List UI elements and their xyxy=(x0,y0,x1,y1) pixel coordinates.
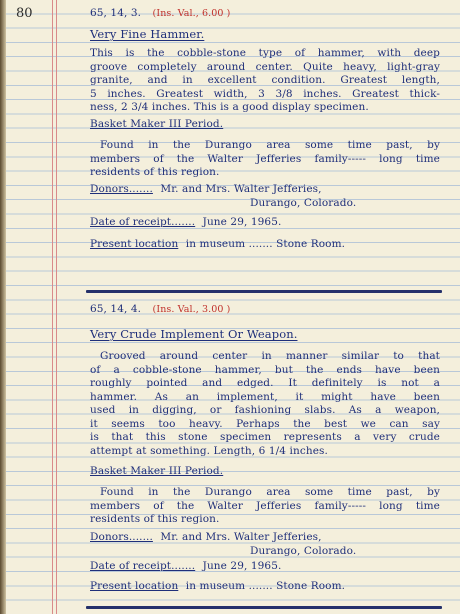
donors-value: Mr. and Mrs. Walter Jefferies, xyxy=(160,531,322,543)
period: Basket Maker III Period. xyxy=(90,465,224,477)
description-line: This is the cobble-stone type of hammer, with deep xyxy=(90,47,440,59)
page-binding-edge xyxy=(0,0,6,614)
receipt-label: Date of receipt....... xyxy=(90,216,196,228)
catalog-number-text: 65, 14, 3. xyxy=(90,7,142,19)
location-label: Present location xyxy=(90,580,179,592)
found-line: residents of this region. xyxy=(90,166,220,178)
location-value: in museum ....... Stone Room. xyxy=(185,580,346,592)
page-number: 80 xyxy=(16,6,33,21)
donors-label: Donors....... xyxy=(90,183,153,195)
receipt-value: June 29, 1965. xyxy=(202,216,282,228)
receipt-label: Date of receipt....... xyxy=(90,560,196,572)
description-line: of a cobble-stone hammer, but the ends have been xyxy=(90,364,440,376)
description-line: Grooved around center in manner similar to that xyxy=(100,350,440,362)
catalog-number xyxy=(90,7,230,19)
insurance-valuation: (Ins. Val., 3.00 ) xyxy=(152,304,231,315)
receipt-row xyxy=(90,216,281,228)
description-line: ness, 2 3/4 inches. This is a good display specimen. xyxy=(90,101,369,113)
entry-separator xyxy=(86,290,442,293)
description-line: hammer. As an implement, it might have been xyxy=(90,391,440,403)
receipt-row xyxy=(90,560,281,572)
description-line: used in digging, or fashioning slabs. As a weapon, xyxy=(90,404,440,416)
donors-label: Donors....... xyxy=(90,531,153,543)
donors-value: Mr. and Mrs. Walter Jefferies, xyxy=(160,183,322,195)
found-line: Found in the Durango area some time past, by xyxy=(100,486,440,498)
description-line: attempt at something. Length, 6 1/4 inches. xyxy=(90,445,328,457)
donors-address: Durango, Colorado. xyxy=(250,545,357,557)
location-label: Present location xyxy=(90,238,179,250)
found-line: members of the Walter Jefferies family----- long time xyxy=(90,153,440,165)
margin-rule xyxy=(52,0,53,614)
found-line: residents of this region. xyxy=(90,513,220,525)
description-line: 5 inches. Greatest width, 3 3/8 inches. Greatest thick- xyxy=(90,88,440,100)
location-value: in museum ....... Stone Room. xyxy=(185,238,346,250)
description-line: roughly pointed and edged. It definitely is not a xyxy=(90,377,440,389)
location-row xyxy=(90,580,345,592)
donors-address: Durango, Colorado. xyxy=(250,197,357,209)
description-line: groove completely around center. Quite heavy, light-gray xyxy=(90,61,440,73)
margin-rule xyxy=(56,0,57,614)
description-line: granite, and in excellent condition. Greatest length, xyxy=(90,74,440,86)
donors-row xyxy=(90,183,322,195)
donors-row xyxy=(90,531,322,543)
catalog-number-text: 65, 14, 4. xyxy=(90,303,142,315)
catalog-number xyxy=(90,303,230,315)
description-line: it seems too heavy. Perhaps the best we can say xyxy=(90,418,440,430)
entry-title: Very Crude Implement Or Weapon. xyxy=(90,327,298,341)
entry-title: Very Fine Hammer. xyxy=(90,27,205,41)
found-line: members of the Walter Jefferies family----- long time xyxy=(90,500,440,512)
entry-separator xyxy=(86,606,442,609)
period: Basket Maker III Period. xyxy=(90,118,224,130)
location-row xyxy=(90,238,345,250)
description-line: is that this stone specimen represents a very crude xyxy=(90,431,440,443)
receipt-value: June 29, 1965. xyxy=(202,560,282,572)
found-line: Found in the Durango area some time past, by xyxy=(100,139,440,151)
insurance-valuation: (Ins. Val., 6.00 ) xyxy=(152,8,231,19)
